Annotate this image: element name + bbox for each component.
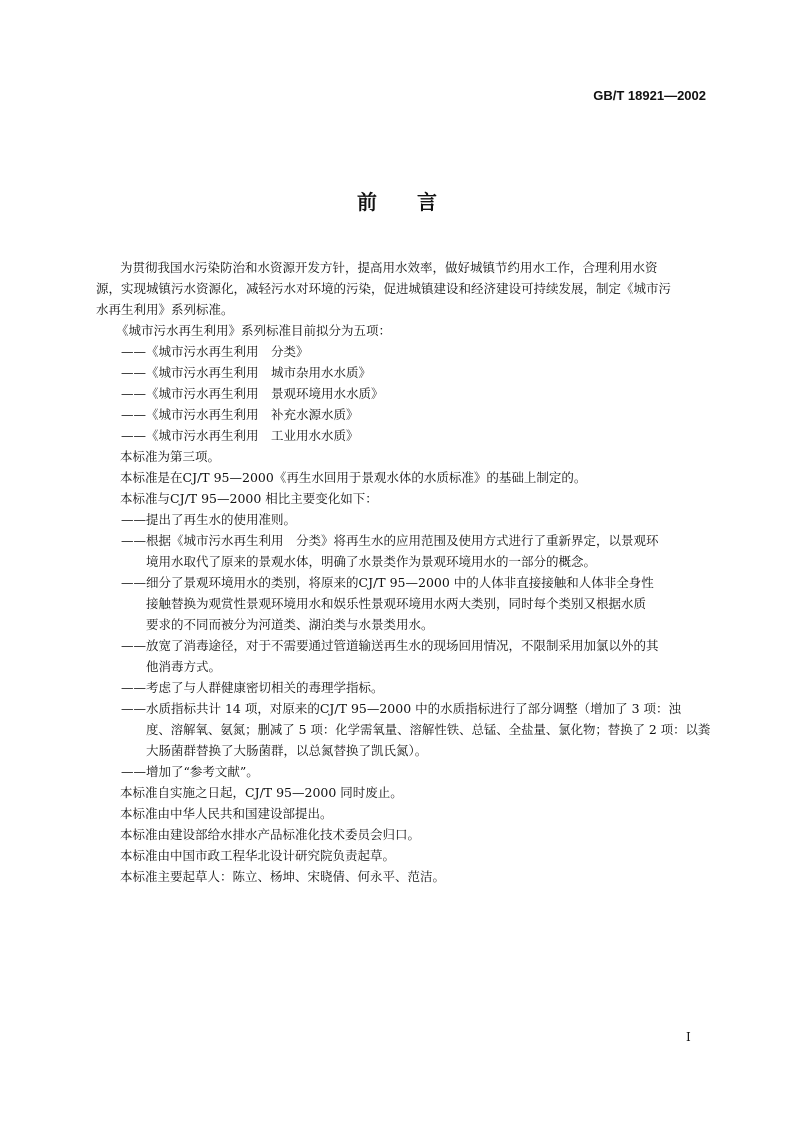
paragraph-line: 本标准自实施之日起，CJ/T 95—2000 同时废止。 (120, 785, 403, 800)
list-item: ——增加了“参考文献”。 (121, 764, 259, 779)
paragraph-line: 本标准主要起草人：陈立、杨坤、宋晓倩、何永平、范洁。 (120, 869, 446, 884)
list-item: ——细分了景观环境用水的类别，将原来的CJ/T 95—2000 中的人体非直接接触和人体非全身性 (121, 575, 654, 590)
list-item: ——《城市污水再生利用 分类》 (121, 344, 309, 359)
list-item: ——提出了再生水的使用准则。 (121, 512, 297, 527)
paragraph-line: 为贯彻我国水污染防治和水资源开发方针，提高用水效率，做好城镇节约用水工作，合理利用水资 (120, 260, 658, 275)
page-number: I (686, 1030, 691, 1044)
list-item: ——水质指标共计 14 项，对原来的CJ/T 95—2000 中的水质指标进行了部分调整（增加了 3 项：浊 (121, 701, 682, 716)
list-item-continuation: 境用水取代了原来的景观水体，明确了水景类作为景观环境用水的一部分的概念。 (146, 554, 597, 569)
list-item: ——放宽了消毒途径，对于不需要通过管道输送再生水的现场回用情况，不限制采用加氯以外的其 (121, 638, 659, 653)
list-item: ——《城市污水再生利用 城市杂用水水质》 (121, 365, 372, 380)
paragraph-line: 水再生利用》系列标准。 (96, 302, 234, 317)
list-item-continuation: 他消毒方式。 (146, 659, 222, 674)
list-item: ——考虑了与人群健康密切相关的毒理学指标。 (121, 680, 384, 695)
list-item-continuation: 接触替换为观赏性景观环境用水和娱乐性景观环境用水两大类别，同时每个类别又根据水质 (146, 596, 647, 611)
list-item: ——《城市污水再生利用 景观环境用水水质》 (121, 386, 384, 401)
paragraph-line: 《城市污水再生利用》系列标准目前拟分为五项： (116, 323, 392, 338)
paragraph-line: 本标准是在CJ/T 95—2000《再生水回用于景观水体的水质标准》的基础上制定的。 (120, 470, 587, 485)
page-title: 前言 (357, 190, 477, 214)
list-item-continuation: 度、溶解氧、氨氮；删减了 5 项：化学需氧量、溶解性铁、总锰、全盐量、氯化物；替换了 2 项：以粪 (146, 722, 711, 737)
list-item: ——《城市污水再生利用 补充水源水质》 (121, 407, 359, 422)
paragraph-line: 本标准与CJ/T 95—2000 相比主要变化如下： (120, 491, 378, 506)
list-item-continuation: 要求的不同而被分为河道类、湖泊类与水景类用水。 (146, 617, 434, 632)
paragraph-line: 本标准由中国市政工程华北设计研究院负责起草。 (120, 848, 396, 863)
list-item: ——根据《城市污水再生利用 分类》将再生水的应用范围及使用方式进行了重新界定，以景观环 (121, 533, 659, 548)
list-item-continuation: 大肠菌群替换了大肠菌群，以总氮替换了凯氏氮）。 (146, 743, 428, 758)
list-item: ——《城市污水再生利用 工业用水水质》 (121, 428, 359, 443)
standard-number: GB/T 18921—2002 (593, 88, 706, 103)
paragraph-line: 本标准由中华人民共和国建设部提出。 (120, 806, 333, 821)
paragraph-line: 本标准为第三项。 (120, 449, 221, 464)
paragraph-line: 源，实现城镇污水资源化，减轻污水对环境的污染，促进城镇建设和经济建设可持续发展，制定《城市污 (96, 281, 672, 296)
paragraph-line: 本标准由建设部给水排水产品标准化技术委员会归口。 (120, 827, 421, 842)
